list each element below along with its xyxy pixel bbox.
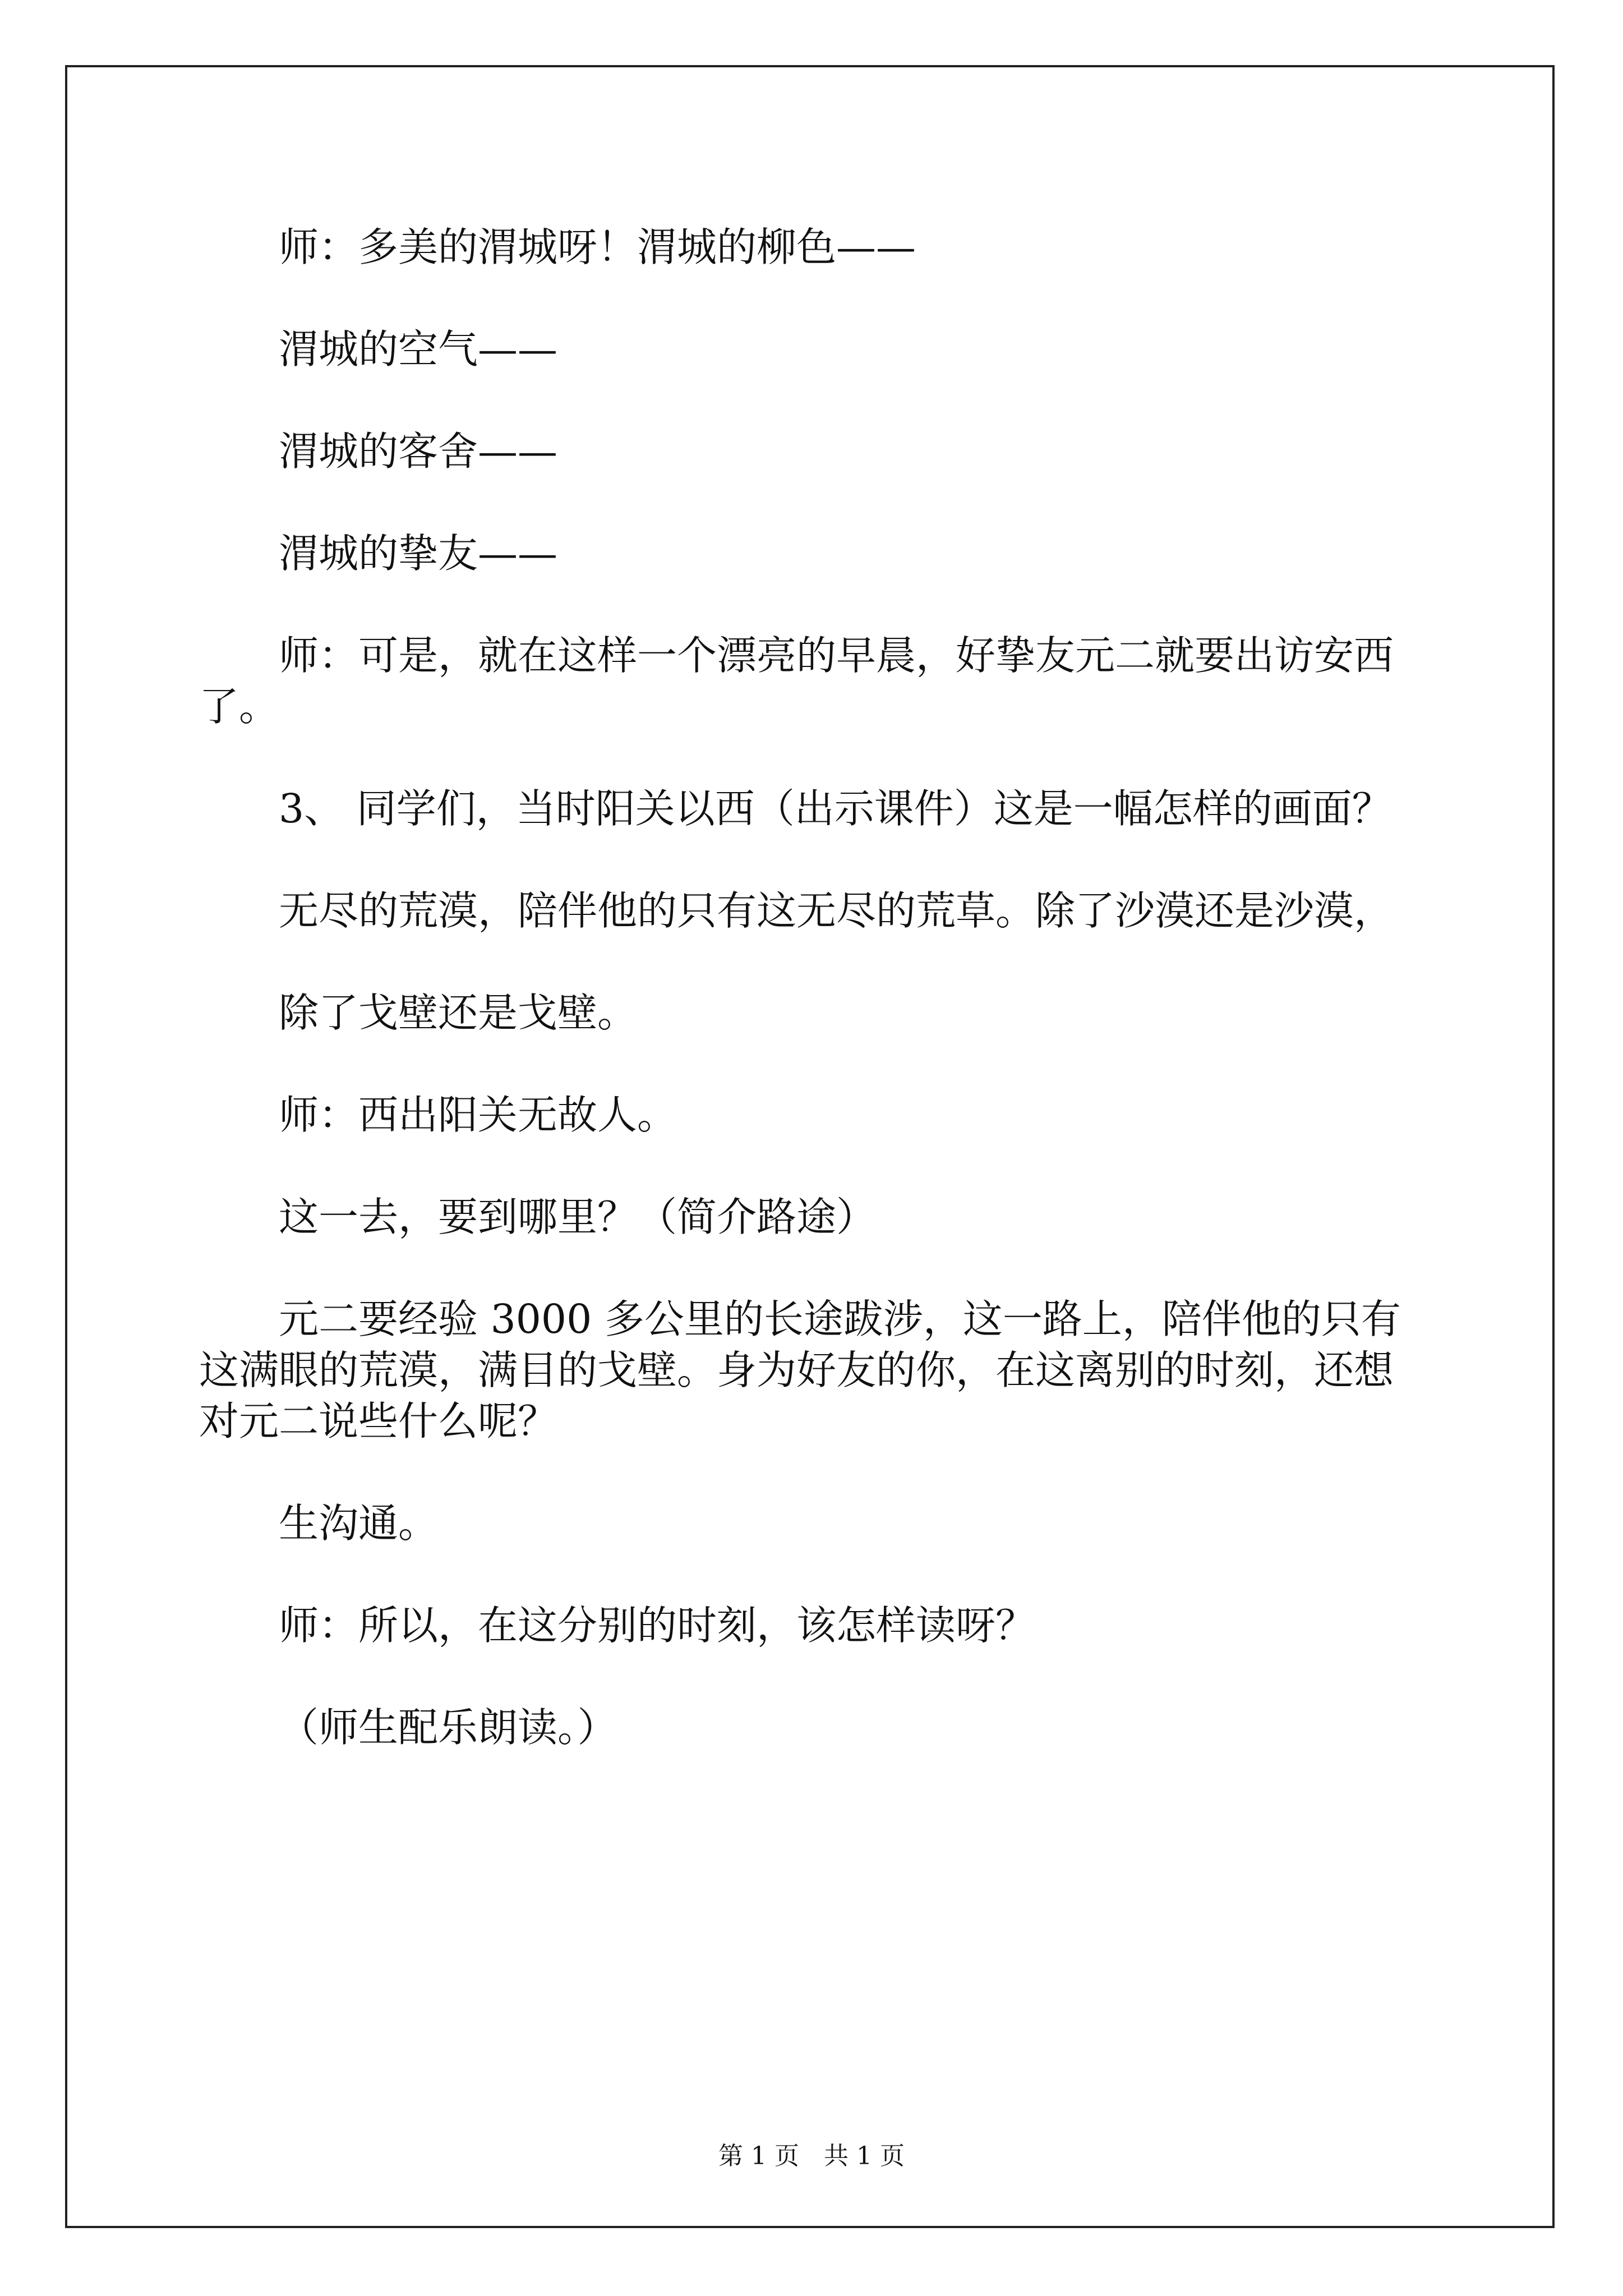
paragraph: 师：西出阳关无故人。 xyxy=(279,1092,677,1138)
paragraph: 3、 同学们，当时阳关以西（出示课件）这是一幅怎样的画面？ xyxy=(279,785,1392,832)
paragraph: 师：可是，就在这样一个漂亮的早晨，好挚友元二就要出访安西了。 xyxy=(199,632,1394,730)
document-body xyxy=(199,222,1424,1804)
paragraph: 师：多美的渭城呀！渭城的柳色—— xyxy=(279,224,916,270)
paragraph: （师生配乐朗读。） xyxy=(279,1704,617,1751)
paragraph: 生沟通。 xyxy=(279,1500,439,1547)
paragraph: 渭城的空气—— xyxy=(279,326,558,372)
paragraph: 渭城的客舍—— xyxy=(279,428,558,475)
paragraph: 这一去，要到哪里？（简介路途） xyxy=(279,1194,877,1240)
paragraph: 师：所以，在这分别的时刻，该怎样读呀？ xyxy=(279,1602,1036,1649)
paragraph: 无尽的荒漠，陪伴他的只有这无尽的荒草。除了沙漠还是沙漠， xyxy=(279,887,1394,934)
paragraph: 渭城的挚友—— xyxy=(279,530,558,577)
paragraph: 元二要经验 3000 多公里的长途跋涉，这一路上，陪伴他的只有这满眼的荒漠，满目的戈壁。身为好友的你，在这离别的时刻，还想对元二说些什么呢？ xyxy=(199,1296,1401,1444)
page-footer: 第 1 页 共 1 页 xyxy=(718,2142,905,2170)
paragraph: 除了戈壁还是戈壁。 xyxy=(279,990,638,1036)
